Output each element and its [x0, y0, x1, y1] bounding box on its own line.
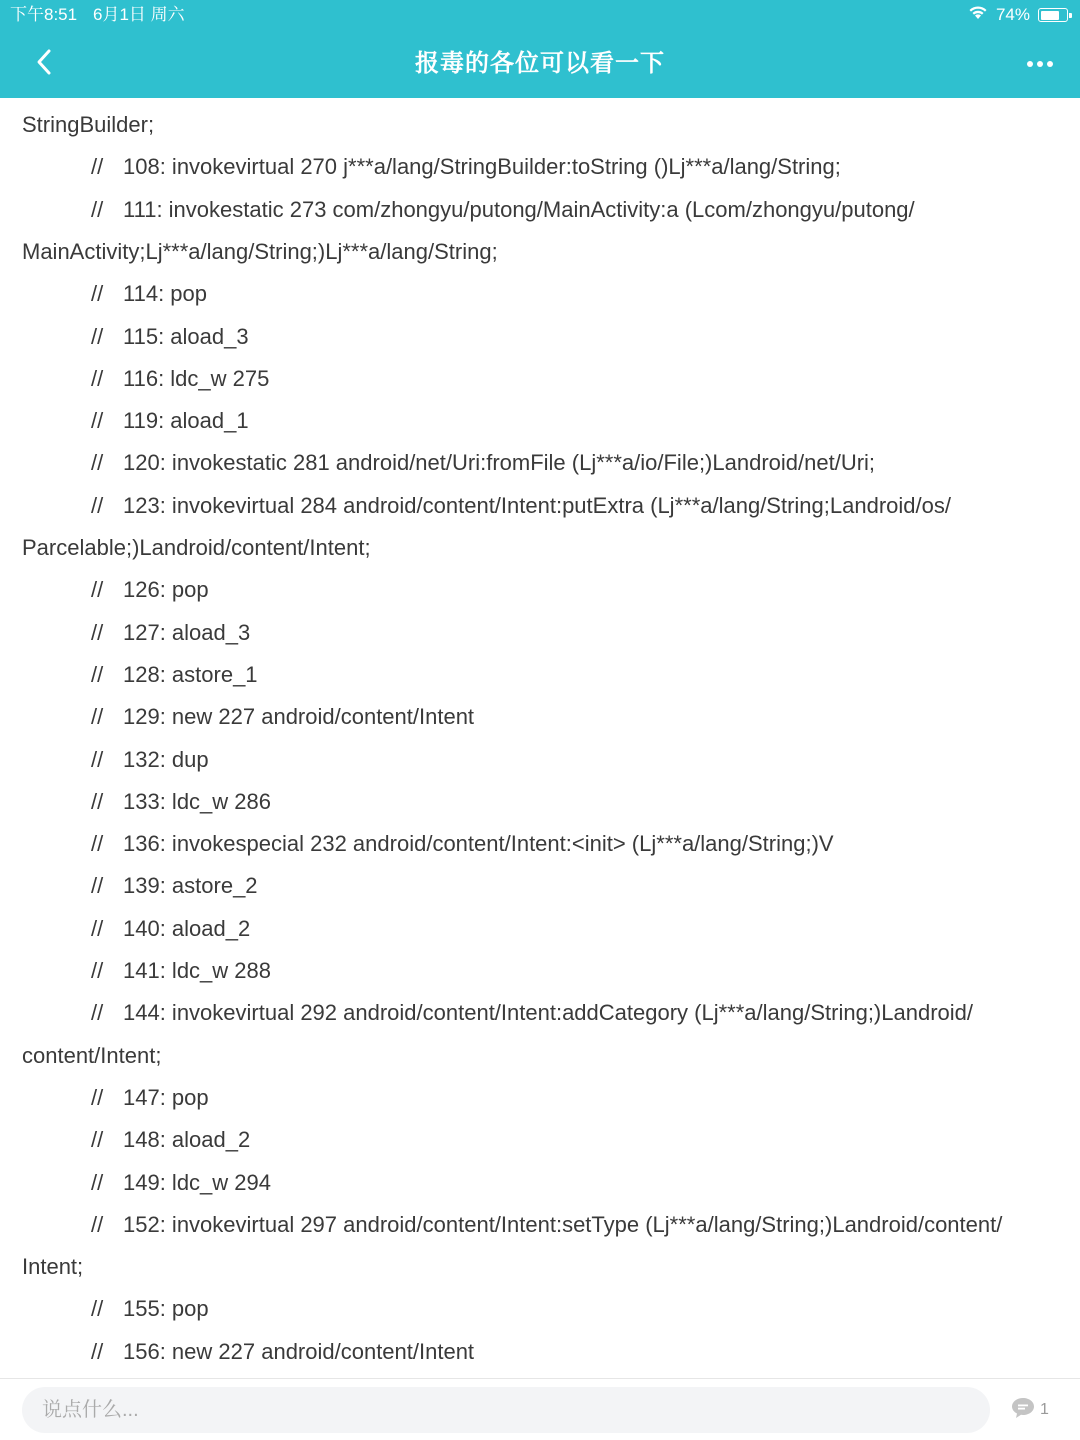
code-text: StringBuilder; — [22, 112, 155, 137]
code-line — [91, 992, 973, 1034]
code-line — [91, 739, 209, 781]
comment-slashes: // — [91, 492, 104, 518]
comment-slashes: // — [91, 577, 104, 603]
status-bar — [0, 0, 1080, 30]
comment-slashes: // — [91, 365, 104, 391]
code-text: 147: pop — [123, 1084, 209, 1110]
comment-slashes: // — [91, 323, 104, 349]
code-text: 132: dup — [123, 746, 209, 772]
code-text: 136: invokespecial 232 android/content/Intent:<init> (Lj***a/lang/String;)V — [123, 831, 834, 857]
code-line — [91, 400, 249, 442]
comment-slashes: // — [91, 915, 104, 941]
code-text: 149: ldc_w 294 — [123, 1169, 271, 1195]
code-text: 108: invokevirtual 270 j***a/lang/StringBuilder:toString ()Lj***a/lang/String; — [123, 154, 841, 180]
code-text: 126: pop — [123, 577, 209, 603]
code-text: 141: ldc_w 288 — [123, 958, 271, 983]
status-date: 6月1日 周六 — [93, 5, 185, 24]
comment-input[interactable] — [22, 1387, 990, 1433]
comment-slashes: // — [91, 1296, 104, 1322]
code-line — [22, 1035, 161, 1077]
comment-slashes: // — [91, 154, 104, 180]
code-line — [91, 273, 207, 315]
battery-icon — [1038, 8, 1068, 22]
more-dots-icon-dot — [1037, 61, 1043, 67]
code-line — [91, 654, 258, 696]
code-line — [22, 231, 498, 273]
code-text: 133: ldc_w 286 — [123, 788, 271, 814]
status-indicators — [968, 0, 1068, 30]
back-button[interactable] — [22, 42, 66, 86]
code-text: 114: pop — [123, 281, 208, 307]
comment-slashes: // — [91, 281, 104, 307]
code-line — [91, 442, 875, 484]
code-text: 111: invokestatic 273 com/zhongyu/putong/MainActivity:a (Lcom/zhongyu/putong/ — [123, 196, 915, 222]
comment-slashes: // — [91, 873, 104, 899]
code-line — [22, 527, 371, 569]
comment-bar — [0, 1378, 1080, 1440]
battery-fill — [1041, 11, 1060, 20]
comment-slashes: // — [91, 619, 104, 645]
top-bar — [0, 0, 1080, 98]
code-text: 139: astore_2 — [123, 873, 258, 899]
code-text: 120: invokestatic 281 android/net/Uri:fromFile (Lj***a/io/File;)Landroid/net/Uri; — [123, 450, 876, 476]
comment-slashes: // — [91, 746, 104, 772]
post-content — [0, 98, 1080, 1378]
comment-count: 1 — [1040, 1401, 1049, 1418]
code-text: 127: aload_3 — [123, 619, 251, 645]
code-line — [91, 1204, 1002, 1246]
code-line — [91, 1162, 271, 1204]
code-line — [91, 950, 271, 992]
more-dots-icon-dot — [1047, 61, 1053, 67]
code-line — [91, 1077, 209, 1119]
code-line — [91, 358, 269, 400]
more-button[interactable] — [1018, 42, 1062, 86]
comment-count-button[interactable] — [1010, 1396, 1049, 1424]
comment-slashes: // — [91, 408, 104, 434]
comment-slashes: // — [91, 450, 104, 476]
code-text: 128: astore_1 — [123, 661, 258, 687]
code-text: 140: aload_2 — [123, 915, 251, 941]
code-line — [91, 189, 915, 231]
comment-slashes: // — [91, 1169, 104, 1195]
code-text: 116: ldc_w 275 — [123, 365, 270, 391]
code-text: 148: aload_2 — [123, 1127, 251, 1153]
code-line — [91, 612, 250, 654]
code-text: 119: aload_1 — [123, 408, 249, 434]
code-text: 115: aload_3 — [123, 323, 249, 349]
code-text: 129: new 227 android/content/Intent — [123, 704, 475, 730]
comment-bubble-icon — [1010, 1396, 1036, 1425]
comment-slashes: // — [91, 1211, 104, 1237]
code-text: 156: new 227 android/content/Intent — [123, 1338, 475, 1364]
code-line — [91, 1119, 250, 1161]
code-line — [91, 569, 209, 611]
code-line — [91, 781, 271, 823]
comment-slashes: // — [91, 1338, 104, 1364]
comment-slashes: // — [91, 661, 104, 687]
code-text: Parcelable;)Landroid/content/Intent; — [22, 535, 371, 560]
code-text: 155: pop — [123, 1296, 209, 1322]
code-line — [91, 316, 249, 358]
code-text: 144: invokevirtual 292 android/content/Intent:addCategory (Lj***a/lang/String;)Landroid/ — [123, 1000, 973, 1026]
page-title: 报毒的各位可以看一下 — [415, 50, 665, 77]
comment-slashes: // — [91, 196, 104, 222]
code-line — [91, 1288, 209, 1330]
comment-slashes: // — [91, 1000, 104, 1026]
code-text: content/Intent; — [22, 1042, 162, 1068]
code-text: MainActivity;Lj***a/lang/String;)Lj***a/lang/String; — [22, 238, 498, 264]
code-line — [91, 696, 474, 738]
nav-bar — [0, 30, 1080, 98]
code-line — [91, 908, 250, 950]
comment-slashes: // — [91, 704, 104, 730]
code-line — [22, 104, 154, 146]
code-text: 152: invokevirtual 297 android/content/Intent:setType (Lj***a/lang/String;)Landroid/content/ — [123, 1211, 1003, 1237]
comment-slashes: // — [91, 1084, 104, 1110]
code-line — [91, 485, 951, 527]
code-line — [22, 1246, 83, 1288]
status-time: 下午8:51 — [10, 5, 78, 24]
comment-slashes: // — [91, 958, 104, 983]
chevron-left-icon — [35, 48, 53, 81]
code-line — [91, 146, 841, 188]
comment-slashes: // — [91, 788, 104, 814]
code-line — [91, 823, 834, 865]
code-line — [91, 865, 258, 907]
wifi-icon — [968, 0, 988, 30]
code-text: 123: invokevirtual 284 android/content/Intent:putExtra (Lj***a/lang/String;Landroid/os/ — [123, 492, 951, 518]
battery-percent: 74% — [995, 5, 1030, 24]
comment-slashes: // — [91, 831, 104, 857]
more-dots-icon-dot — [1027, 61, 1033, 67]
code-line — [91, 1331, 474, 1373]
comment-slashes: // — [91, 1127, 104, 1153]
code-text: Intent; — [22, 1254, 84, 1280]
